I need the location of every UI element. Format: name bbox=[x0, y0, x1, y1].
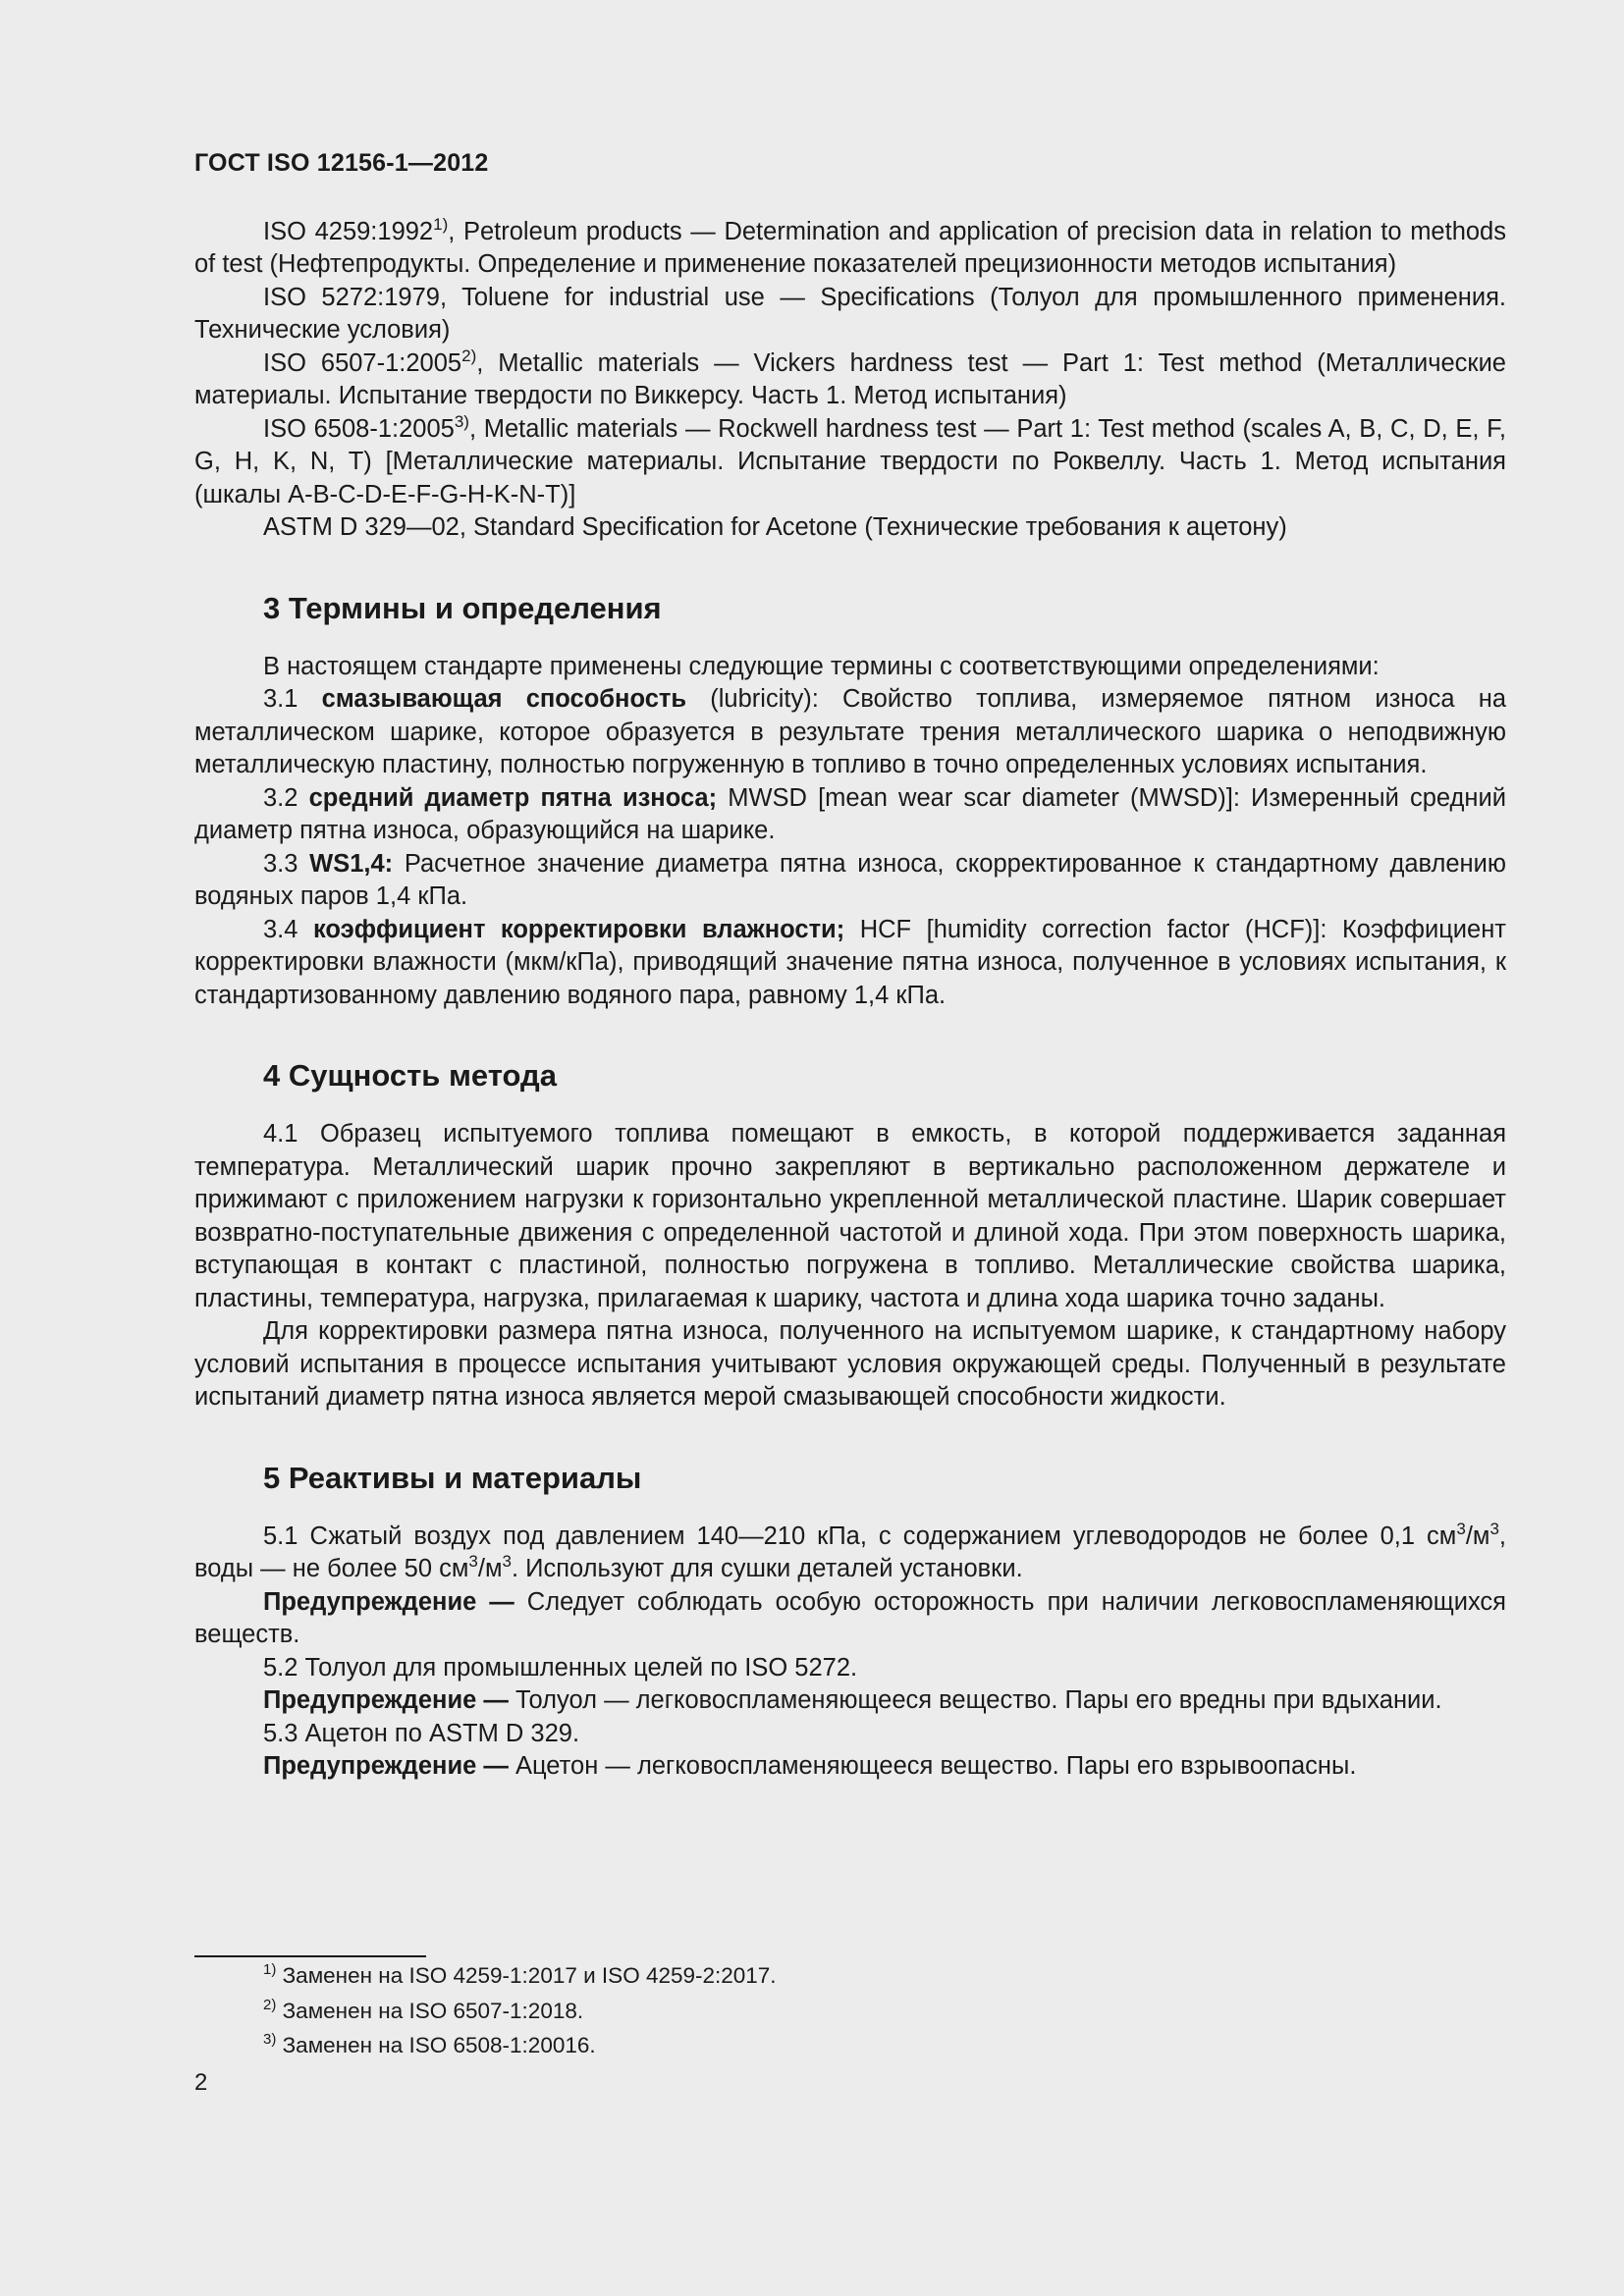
section-4-paragraph: Для корректировки размера пятна износа, полученного на испытуемом шарике, к стандартному набору условий испытания в процессе испытания учитывают условия окружающей среды. Полученный в результате испытаний диаметр пятна износа является мерой смазывающей способности жидкости. bbox=[194, 1317, 1506, 1411]
term-text: Расчетное значение диаметра пятна износа, скорректированное к стандартному давлению водяных паров 1,4 кПа. bbox=[194, 849, 1506, 910]
term-definition bbox=[194, 782, 1506, 848]
reference-code: ISO 6507-1:2005 bbox=[263, 348, 462, 377]
term-definition bbox=[194, 848, 1506, 914]
reference-item bbox=[194, 413, 1506, 512]
term-number: 3.2 bbox=[263, 783, 309, 812]
reference-text: , Metallic materials — Rockwell hardness test — Part 1: Test method (scales A, B, C, D, E, F, G, H, K, N, T) [Металлические материалы. Испытание твердости по Роквеллу. Часть 1. Метод испытания (шкалы A-B-C-D-E-F-G-H-K-N-T)] bbox=[194, 414, 1506, 508]
reference-item bbox=[194, 511, 1506, 545]
reference-text: , Standard Specification for Acetone (Технические требования к ацетону) bbox=[459, 513, 1287, 541]
text-run: /м bbox=[477, 1555, 503, 1582]
footnote-mark: 2) bbox=[263, 1996, 277, 2013]
term-number: 3.1 bbox=[263, 685, 322, 713]
term-number: 3.3 bbox=[263, 849, 310, 878]
footnote-text: Заменен на ISO 6508-1:20016. bbox=[276, 2033, 596, 2057]
footnote-text: Заменен на ISO 6507-1:2018. bbox=[276, 1998, 584, 2023]
reference-text: , Toluene for industrial use — Specifications (Толуол для промышленного применения. Технические условия) bbox=[194, 283, 1506, 344]
warning-text: Ацетон — легковоспламеняющееся вещество. Пары его взрывоопасны. bbox=[508, 1752, 1357, 1780]
warning-2 bbox=[194, 1684, 1506, 1718]
reference-item bbox=[194, 216, 1506, 282]
footnote-ref: 1) bbox=[433, 214, 449, 234]
footnote-ref: 3) bbox=[454, 411, 469, 431]
superscript: 3 bbox=[1456, 1519, 1466, 1538]
footnote-text: Заменен на ISO 4259-1:2017 и ISO 4259-2:2017. bbox=[276, 1963, 777, 1988]
term-name: средний диаметр пятна износа; bbox=[308, 783, 718, 812]
footnote bbox=[263, 1958, 777, 1994]
item-5-3: 5.3 Ацетон по ASTM D 329. bbox=[263, 1719, 580, 1747]
superscript: 3 bbox=[502, 1552, 512, 1571]
reference-code: ISO 5272:1979 bbox=[263, 283, 440, 311]
term-name: WS1,4: bbox=[309, 849, 394, 878]
term-text: (lubricity): Свойство топлива, измеряемое пятном износа на металлическом шарике, которое образуется в результате трения металлического шарика о неподвижную металлическую пластину, полностью погруженную в топливо в точно определенных условиях испытания. bbox=[194, 685, 1506, 778]
reference-text: , Metallic materials — Vickers hardness test — Part 1: Test method (Металлические материалы. Испытание твердости по Виккерсу. Часть 1. Метод испытания) bbox=[194, 348, 1506, 409]
warning-label: Предупреждение — bbox=[263, 1686, 509, 1714]
reference-item bbox=[194, 347, 1506, 413]
text-run: 5.1 Сжатый воздух под давлением 140—210 кПа, с содержанием углеводородов не более 0,1 см bbox=[263, 1522, 1457, 1550]
superscript: 3 bbox=[1489, 1519, 1499, 1538]
document-header: ГОСТ ISO 12156-1—2012 bbox=[194, 149, 489, 177]
text-run: /м bbox=[1465, 1522, 1490, 1550]
page-number: 2 bbox=[194, 2069, 208, 2096]
warning-3 bbox=[194, 1750, 1506, 1784]
text-run: . Используют для сушки деталей установки. bbox=[511, 1555, 1023, 1582]
footnotes bbox=[263, 1958, 777, 2063]
reference-code: ASTM D 329—02 bbox=[263, 513, 460, 541]
footnote-ref: 2) bbox=[461, 346, 477, 365]
section-4-title: 4 Сущность метода bbox=[263, 1058, 557, 1093]
section-5-title: 5 Реактивы и материалы bbox=[263, 1460, 642, 1495]
page-content bbox=[194, 147, 1506, 1784]
warning-text: Следует соблюдать особую осторожность при наличии легковоспламеняющихся веществ. bbox=[194, 1587, 1506, 1648]
term-text: HCF [humidity correction factor (HCF)]: Коэффициент корректировки влажности (мкм/кПа), приводящий значение пятна износа, полученное в условиях испытания, к стандартизованному давлению водяного пара, равному 1,4 кПа. bbox=[194, 915, 1506, 1009]
term-text: MWSD [mean wear scar diameter (MWSD)]: Измеренный средний диаметр пятна износа, образующийся на шарике. bbox=[194, 783, 1506, 844]
term-definition bbox=[194, 683, 1506, 782]
footnote-mark: 3) bbox=[263, 2031, 277, 2048]
section-3-title: 3 Термины и определения bbox=[263, 590, 662, 625]
footnote bbox=[263, 2028, 777, 2063]
warning-label: Предупреждение — bbox=[263, 1587, 514, 1616]
term-definition bbox=[194, 914, 1506, 1013]
warning-text: Толуол — легковоспламеняющееся вещество. Пары его вредны при вдыхании. bbox=[508, 1686, 1442, 1714]
warning-1 bbox=[194, 1586, 1506, 1652]
footnote bbox=[263, 1994, 777, 2029]
term-number: 3.4 bbox=[263, 915, 313, 943]
warning-label: Предупреждение — bbox=[263, 1752, 509, 1780]
term-name: смазывающая способность bbox=[321, 685, 687, 713]
item-5-2: 5.2 Толуол для промышленных целей по ISO 5272. bbox=[263, 1653, 858, 1682]
superscript: 3 bbox=[468, 1552, 478, 1571]
reference-text: , Petroleum products — Determination and application of precision data in relation to methods of test (Нефтепродукты. Определение и применение показателей прецизионности методов испытания) bbox=[194, 217, 1506, 278]
text-run: , воды — не более 50 см bbox=[194, 1522, 1506, 1582]
reference-code: ISO 6508-1:2005 bbox=[263, 414, 455, 443]
footnote-mark: 1) bbox=[263, 1961, 277, 1978]
term-name: коэффициент корректировки влажности; bbox=[312, 915, 845, 943]
reference-item bbox=[194, 282, 1506, 347]
footnote-divider bbox=[194, 1955, 426, 1957]
item-5-1 bbox=[194, 1521, 1506, 1586]
section-3-intro: В настоящем стандарте применены следующие термины с соответствующими определениями: bbox=[263, 652, 1380, 680]
section-4-paragraph: 4.1 Образец испытуемого топлива помещают в емкость, в которой поддерживается заданная температура. Металлический шарик прочно закрепляют в вертикально расположенном держателе и прижимают с приложением нагрузки к горизонтально укрепленной металлической пластине. Шарик совершает возвратно-поступательные движения с определенной частотой и длиной хода. При этом поверхность шарика, вступающая в контакт с пластиной, полностью погружена в топливо. Металлические свойства шарика, пластины, температура, нагрузка, прилагаемая к шарику, частота и длина хода шарика точно заданы. bbox=[194, 1120, 1506, 1312]
reference-code: ISO 4259:1992 bbox=[263, 217, 434, 245]
